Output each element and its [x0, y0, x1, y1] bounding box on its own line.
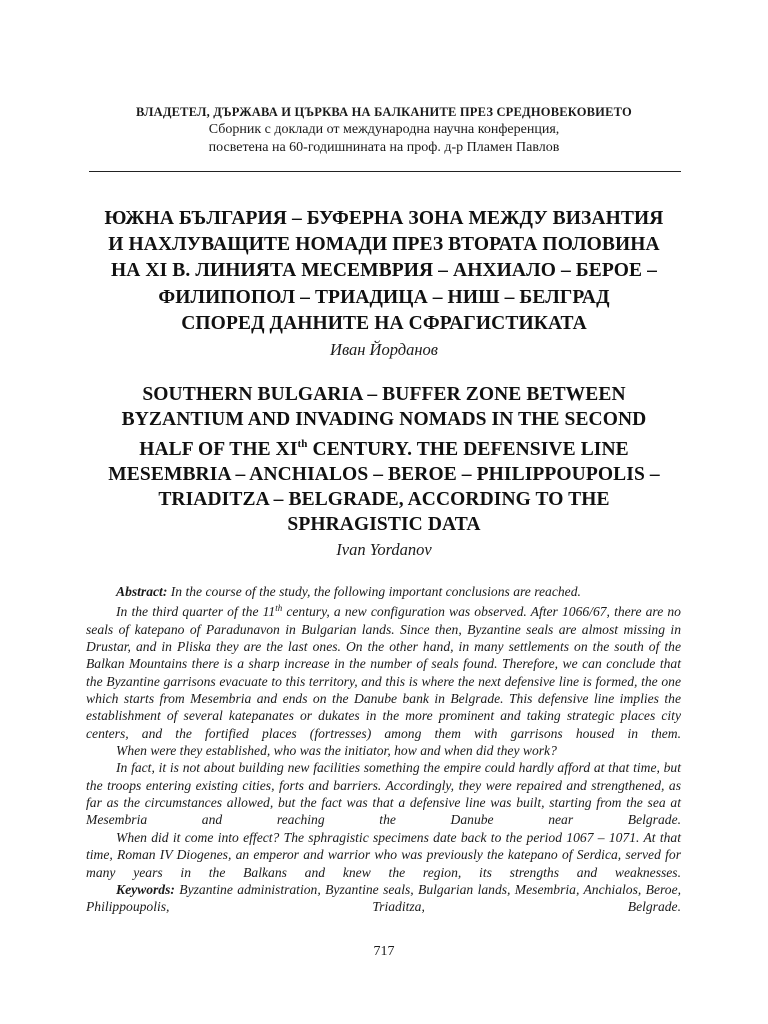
title-en-line: SPHRAGISTIC DATA — [287, 514, 481, 535]
author-name-bulgarian: Иван Йорданов — [330, 340, 438, 359]
running-header — [0, 104, 768, 157]
page-number: 717 — [373, 944, 395, 959]
title-bg-line: ЮЖНА БЪЛГАРИЯ – БУФЕРНА ЗОНА МЕЖДУ ВИЗАНТИЯ — [104, 208, 664, 229]
title-en-line: MESEMBRIA – ANCHIALOS – BEROE – PHILIPPOUPOLIS – — [108, 464, 660, 485]
abstract-label: Abstract: — [116, 584, 168, 599]
title-en-line: TRIADITZA – BELGRADE, ACCORDING TO THE — [158, 489, 610, 510]
abstract-paragraph: When did it come into effect? The sphragistic specimens date back to the period 1067 – 1071. At that time, Roman IV Diogenes, an emperor and warrior who was previously the katepano of Serdica, served for many years in the Balkans and knew the region, its strengths and weaknesses. — [86, 829, 681, 880]
abstract-paragraph: In the third quarter of the 11th century, a new configuration was observed. After 1066/67, there are no seals of katepano of Paradunavon in Bulgarian lands. Since then, Byzantine seals are almost missing in Drustar, and in Pliska they are the last ones. On the other hand, in many settlements on the south of the Balkan Mountains there is a sharp increase in the number of seals found. Therefore, we can conclude that the Byzantine garrisons evacuate to this territory, and this is where the next defensive line is formed, the one which starts from Mesembria and ends on the Danube bank in Belgrade. This defensive line implies the establishment of several katepanates or dukates in the more prominent and taking strategic places city centers, and the fortified places (fortresses) among them with garrisons housed in them. — [86, 603, 681, 741]
title-bg-line: СПОРЕД ДАННИТЕ НА СФРАГИСТИКАТА — [181, 312, 587, 334]
author-name-english: Ivan Yordanov — [336, 540, 432, 559]
title-bg-line: И НАХЛУВАЩИТЕ НОМАДИ ПРЕЗ ВТОРАТА ПОЛОВИНА — [108, 234, 660, 256]
keywords-paragraph: Keywords: Byzantine administration, Byzantine seals, Bulgarian lands, Mesembria, Anchialos, Beroe, Philippoupolis, Triaditza, Belgrade. — [86, 881, 681, 915]
title-bg-line: ФИЛИПОПОЛ – ТРИАДИЦА – НИШ – БЕЛГРАД — [158, 286, 610, 308]
header-rule — [89, 171, 681, 172]
title-bg-line: НА XI В. ЛИНИЯТА МЕСЕМВРИЯ – АНХИАЛО – БЕРОЕ – — [111, 260, 657, 282]
article-title-english — [80, 382, 688, 537]
title-en-line: BYZANTIUM AND INVADING NOMADS IN THE SECOND — [121, 409, 647, 430]
title-en-line: SOUTHERN BULGARIA – BUFFER ZONE BETWEEN — [142, 384, 626, 405]
abstract-paragraph: Abstract: In the course of the study, the following important conclusions are reached. — [116, 584, 581, 599]
abstract-paragraph: In fact, it is not about building new facilities something the empire could hardly afford at that time, but the troops entering existing cities, forts and barriers. Accordingly, they were repaired and strengthened, as far as the circumstances allowed, but the fact was that a defensive line was built, starting from the sea at Mesembria and reaching the Danube near Belgrade. — [86, 760, 681, 828]
header-volume-title: ВЛАДЕТЕЛ, ДЪРЖАВА И ЦЪРКВА НА БАЛКАНИТЕ ПРЕЗ СРЕДНОВЕКОВИЕТО — [136, 105, 632, 119]
header-subtitle: Сборник с доклади от международна научна конференция, — [208, 122, 560, 137]
article-title-bulgarian — [90, 206, 678, 337]
keywords-label: Keywords: — [116, 881, 175, 897]
abstract-body — [86, 583, 681, 916]
abstract-paragraph: When were they established, who was the initiator, how and when did they work? — [116, 743, 557, 759]
header-dedication: посветена на 60-годишнината на проф. д-р Пламен Павлов — [208, 140, 560, 155]
title-en-line: HALF OF THE XIth CENTURY. THE DEFENSIVE LINE — [139, 438, 629, 460]
